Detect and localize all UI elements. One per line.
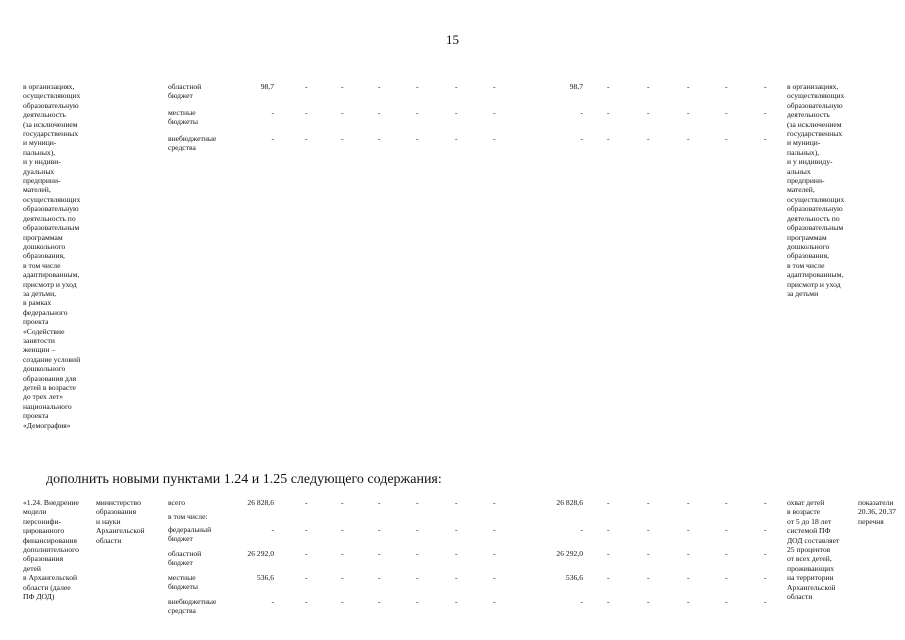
top-left-description: в организациях, осуществляющих образовательную деятельность (за исключением государственных и муници- пальных), и у индиви- дуальных предприни- мателей, осуществляющих образовательную деятельность по образовательным программам дошкольного образования, в том числе адаптированным, присмотр и уход за детьми, в рамках федерального проекта «Содействие занятости женщин – создание условий дошкольного образования для детей в возрасте до трех лет» национального проекта «Демография» bbox=[23, 82, 81, 430]
total-amount: 536,6 bbox=[256, 573, 274, 582]
amendment-heading: дополнить новыми пунктами 1.24 и 1.25 следующего содержания: bbox=[46, 472, 442, 487]
year-value: - bbox=[607, 525, 610, 534]
period-total: 536,6 bbox=[565, 573, 583, 582]
year-value: - bbox=[493, 498, 496, 507]
indicators: показатели 20.36, 20.37 перечня bbox=[858, 498, 896, 526]
period-total: - bbox=[580, 134, 583, 143]
year-value: - bbox=[493, 82, 496, 91]
item-description: «1.24. Внедрение модели персонифи- цированного финансирования дополнительного образования детей в Архангельской области (далее ПФ ДОД) bbox=[23, 498, 79, 602]
year-value: - bbox=[305, 525, 308, 534]
year-value: - bbox=[764, 134, 767, 143]
total-amount: 26 292,0 bbox=[247, 549, 274, 558]
period-total: - bbox=[580, 597, 583, 606]
year-value: - bbox=[305, 573, 308, 582]
year-value: - bbox=[305, 134, 308, 143]
year-value: - bbox=[341, 549, 344, 558]
total-amount: - bbox=[271, 134, 274, 143]
year-value: - bbox=[607, 134, 610, 143]
year-value: - bbox=[305, 498, 308, 507]
funding-source: внебюджетные средства bbox=[168, 134, 217, 153]
funding-source: всего bbox=[168, 498, 186, 507]
year-value: - bbox=[687, 549, 690, 558]
year-value: - bbox=[378, 498, 381, 507]
year-value: - bbox=[378, 549, 381, 558]
year-value: - bbox=[647, 82, 650, 91]
year-value: - bbox=[455, 134, 458, 143]
year-value: - bbox=[725, 525, 728, 534]
year-value: - bbox=[725, 82, 728, 91]
year-value: - bbox=[341, 82, 344, 91]
year-value: - bbox=[647, 108, 650, 117]
year-value: - bbox=[687, 525, 690, 534]
year-value: - bbox=[764, 82, 767, 91]
year-value: - bbox=[455, 597, 458, 606]
year-value: - bbox=[764, 498, 767, 507]
year-value: - bbox=[455, 82, 458, 91]
year-value: - bbox=[725, 573, 728, 582]
year-value: - bbox=[607, 82, 610, 91]
year-value: - bbox=[416, 573, 419, 582]
year-value: - bbox=[416, 108, 419, 117]
year-value: - bbox=[764, 573, 767, 582]
total-amount: - bbox=[271, 525, 274, 534]
year-value: - bbox=[416, 549, 419, 558]
year-value: - bbox=[493, 525, 496, 534]
year-value: - bbox=[607, 498, 610, 507]
year-value: - bbox=[647, 498, 650, 507]
year-value: - bbox=[687, 108, 690, 117]
page-number: 15 bbox=[446, 32, 459, 47]
period-total: - bbox=[580, 525, 583, 534]
funding-source: местные бюджеты bbox=[168, 108, 198, 127]
year-value: - bbox=[607, 597, 610, 606]
year-value: - bbox=[455, 108, 458, 117]
year-value: - bbox=[378, 597, 381, 606]
year-value: - bbox=[764, 549, 767, 558]
top-right-result: в организациях, осуществляющих образовательную деятельность (за исключением государственных и муници- пальных), и у индивиду- альных предприни- мателей, осуществляющих образовательную деятельность по образовательным программам дошкольного образования, в том числе адаптированным, присмотр и уход за детьми bbox=[787, 82, 845, 298]
funding-source: местные бюджеты bbox=[168, 573, 198, 592]
year-value: - bbox=[687, 82, 690, 91]
year-value: - bbox=[687, 597, 690, 606]
funding-source: в том числе: bbox=[168, 512, 208, 521]
funding-source: федеральный бюджет bbox=[168, 525, 212, 544]
expected-result: охват детей в возрасте от 5 до 18 лет системой ПФ ДОД составляет 25 процентов от всех детей, проживающих на территории Архангельской области bbox=[787, 498, 840, 602]
year-value: - bbox=[607, 573, 610, 582]
year-value: - bbox=[341, 134, 344, 143]
year-value: - bbox=[455, 573, 458, 582]
total-amount: - bbox=[271, 108, 274, 117]
year-value: - bbox=[687, 134, 690, 143]
year-value: - bbox=[378, 82, 381, 91]
year-value: - bbox=[647, 597, 650, 606]
period-total: 26 828,6 bbox=[556, 498, 583, 507]
year-value: - bbox=[341, 525, 344, 534]
year-value: - bbox=[764, 108, 767, 117]
executor: министерство образования и науки Архангельской области bbox=[96, 498, 145, 545]
year-value: - bbox=[416, 525, 419, 534]
year-value: - bbox=[607, 108, 610, 117]
year-value: - bbox=[725, 549, 728, 558]
total-amount: - bbox=[271, 597, 274, 606]
year-value: - bbox=[378, 108, 381, 117]
total-amount: 98,7 bbox=[260, 82, 274, 91]
year-value: - bbox=[341, 498, 344, 507]
year-value: - bbox=[305, 549, 308, 558]
funding-source: областной бюджет bbox=[168, 82, 202, 101]
period-total: 98,7 bbox=[569, 82, 583, 91]
year-value: - bbox=[607, 549, 610, 558]
year-value: - bbox=[493, 597, 496, 606]
year-value: - bbox=[725, 597, 728, 606]
year-value: - bbox=[378, 134, 381, 143]
period-total: - bbox=[580, 108, 583, 117]
year-value: - bbox=[455, 549, 458, 558]
year-value: - bbox=[725, 108, 728, 117]
year-value: - bbox=[764, 597, 767, 606]
year-value: - bbox=[687, 498, 690, 507]
year-value: - bbox=[416, 498, 419, 507]
year-value: - bbox=[493, 549, 496, 558]
year-value: - bbox=[647, 134, 650, 143]
year-value: - bbox=[493, 108, 496, 117]
year-value: - bbox=[305, 82, 308, 91]
year-value: - bbox=[341, 597, 344, 606]
year-value: - bbox=[378, 573, 381, 582]
year-value: - bbox=[647, 549, 650, 558]
year-value: - bbox=[725, 498, 728, 507]
year-value: - bbox=[341, 573, 344, 582]
year-value: - bbox=[493, 134, 496, 143]
year-value: - bbox=[764, 525, 767, 534]
year-value: - bbox=[647, 525, 650, 534]
period-total: 26 292,0 bbox=[556, 549, 583, 558]
year-value: - bbox=[493, 573, 496, 582]
year-value: - bbox=[455, 525, 458, 534]
year-value: - bbox=[455, 498, 458, 507]
year-value: - bbox=[378, 525, 381, 534]
year-value: - bbox=[305, 108, 308, 117]
year-value: - bbox=[341, 108, 344, 117]
year-value: - bbox=[416, 597, 419, 606]
funding-source: внебюджетные средства bbox=[168, 597, 217, 616]
year-value: - bbox=[416, 134, 419, 143]
year-value: - bbox=[647, 573, 650, 582]
total-amount: 26 828,6 bbox=[247, 498, 274, 507]
year-value: - bbox=[305, 597, 308, 606]
year-value: - bbox=[687, 573, 690, 582]
year-value: - bbox=[416, 82, 419, 91]
year-value: - bbox=[725, 134, 728, 143]
funding-source: областной бюджет bbox=[168, 549, 202, 568]
